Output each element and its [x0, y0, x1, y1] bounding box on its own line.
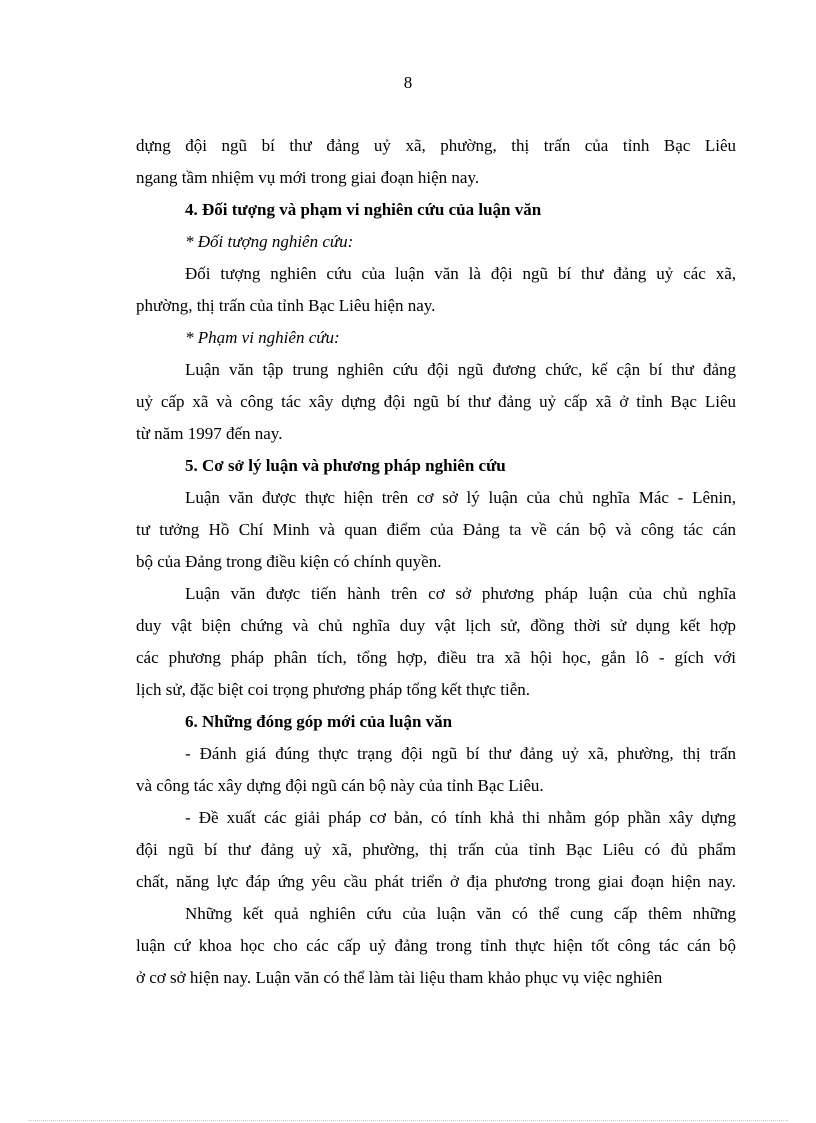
section-heading: 4. Đối tượng và phạm vi nghiên cứu của luận văn — [185, 200, 542, 219]
subheading: * Đối tượng nghiên cứu: — [185, 232, 354, 251]
text-line: đội ngũ bí thư đảng uỷ xã, phường, thị trấn của tỉnh Bạc Liêu có đủ phẩm — [136, 840, 736, 859]
text-line: các phương pháp phân tích, tổng hợp, điều tra xã hội học, gắn lô - gích với — [136, 648, 736, 667]
text-line: - Đề xuất các giải pháp cơ bản, có tính khả thi nhằm góp phần xây dựng — [185, 808, 736, 827]
section-heading: 6. Những đóng góp mới của luận văn — [185, 712, 453, 731]
text-line: - Đánh giá đúng thực trạng đội ngũ bí thư đảng uỷ xã, phường, thị trấn — [185, 744, 736, 763]
text-line: ngang tầm nhiệm vụ mới trong giai đoạn hiện nay. — [136, 168, 480, 187]
text-line: duy vật biện chứng và chủ nghĩa duy vật lịch sử, đồng thời sử dụng kết hợp — [136, 616, 736, 635]
text-line: uỷ cấp xã và công tác xây dựng đội ngũ bí thư đảng uỷ cấp xã ở tỉnh Bạc Liêu — [136, 392, 736, 411]
text-line: Luận văn được tiến hành trên cơ sở phương pháp luận của chủ nghĩa — [185, 584, 736, 603]
page-number: 8 — [403, 73, 413, 92]
text-line: lịch sử, đặc biệt coi trọng phương pháp tổng kết thực tiễn. — [136, 680, 531, 699]
subheading: * Phạm vi nghiên cứu: — [185, 328, 340, 347]
text-line: Luận văn được thực hiện trên cơ sở lý luận của chủ nghĩa Mác - Lênin, — [185, 488, 736, 507]
text-line: Những kết quả nghiên cứu của luận văn có thể cung cấp thêm những — [185, 904, 736, 923]
text-line: và công tác xây dựng đội ngũ cán bộ này của tỉnh Bạc Liêu. — [136, 776, 544, 795]
text-line: tư tưởng Hồ Chí Minh và quan điểm của Đảng ta về cán bộ và công tác cán — [136, 520, 736, 539]
text-line: luận cứ khoa học cho các cấp uỷ đảng trong tỉnh thực hiện tốt công tác cán bộ — [136, 936, 736, 955]
text-line: ở cơ sở hiện nay. Luận văn có thể làm tài liệu tham khảo phục vụ việc nghiên — [136, 968, 663, 987]
section-heading: 5. Cơ sở lý luận và phương pháp nghiên cứu — [185, 456, 506, 475]
text-line: từ năm 1997 đến nay. — [136, 424, 283, 443]
text-line: dựng đội ngũ bí thư đảng uỷ xã, phường, thị trấn của tỉnh Bạc Liêu — [136, 136, 736, 155]
text-line: chất, năng lực đáp ứng yêu cầu phát triển ở địa phương trong giai đoạn hiện nay. — [136, 872, 736, 891]
text-line: bộ của Đảng trong điều kiện có chính quyền. — [136, 552, 442, 571]
page-bottom-divider — [28, 1120, 788, 1121]
text-line: Luận văn tập trung nghiên cứu đội ngũ đương chức, kế cận bí thư đảng — [185, 360, 736, 379]
text-line: phường, thị trấn của tỉnh Bạc Liêu hiện nay. — [136, 296, 436, 315]
text-line: Đối tượng nghiên cứu của luận văn là đội ngũ bí thư đảng uỷ các xã, — [185, 264, 736, 283]
